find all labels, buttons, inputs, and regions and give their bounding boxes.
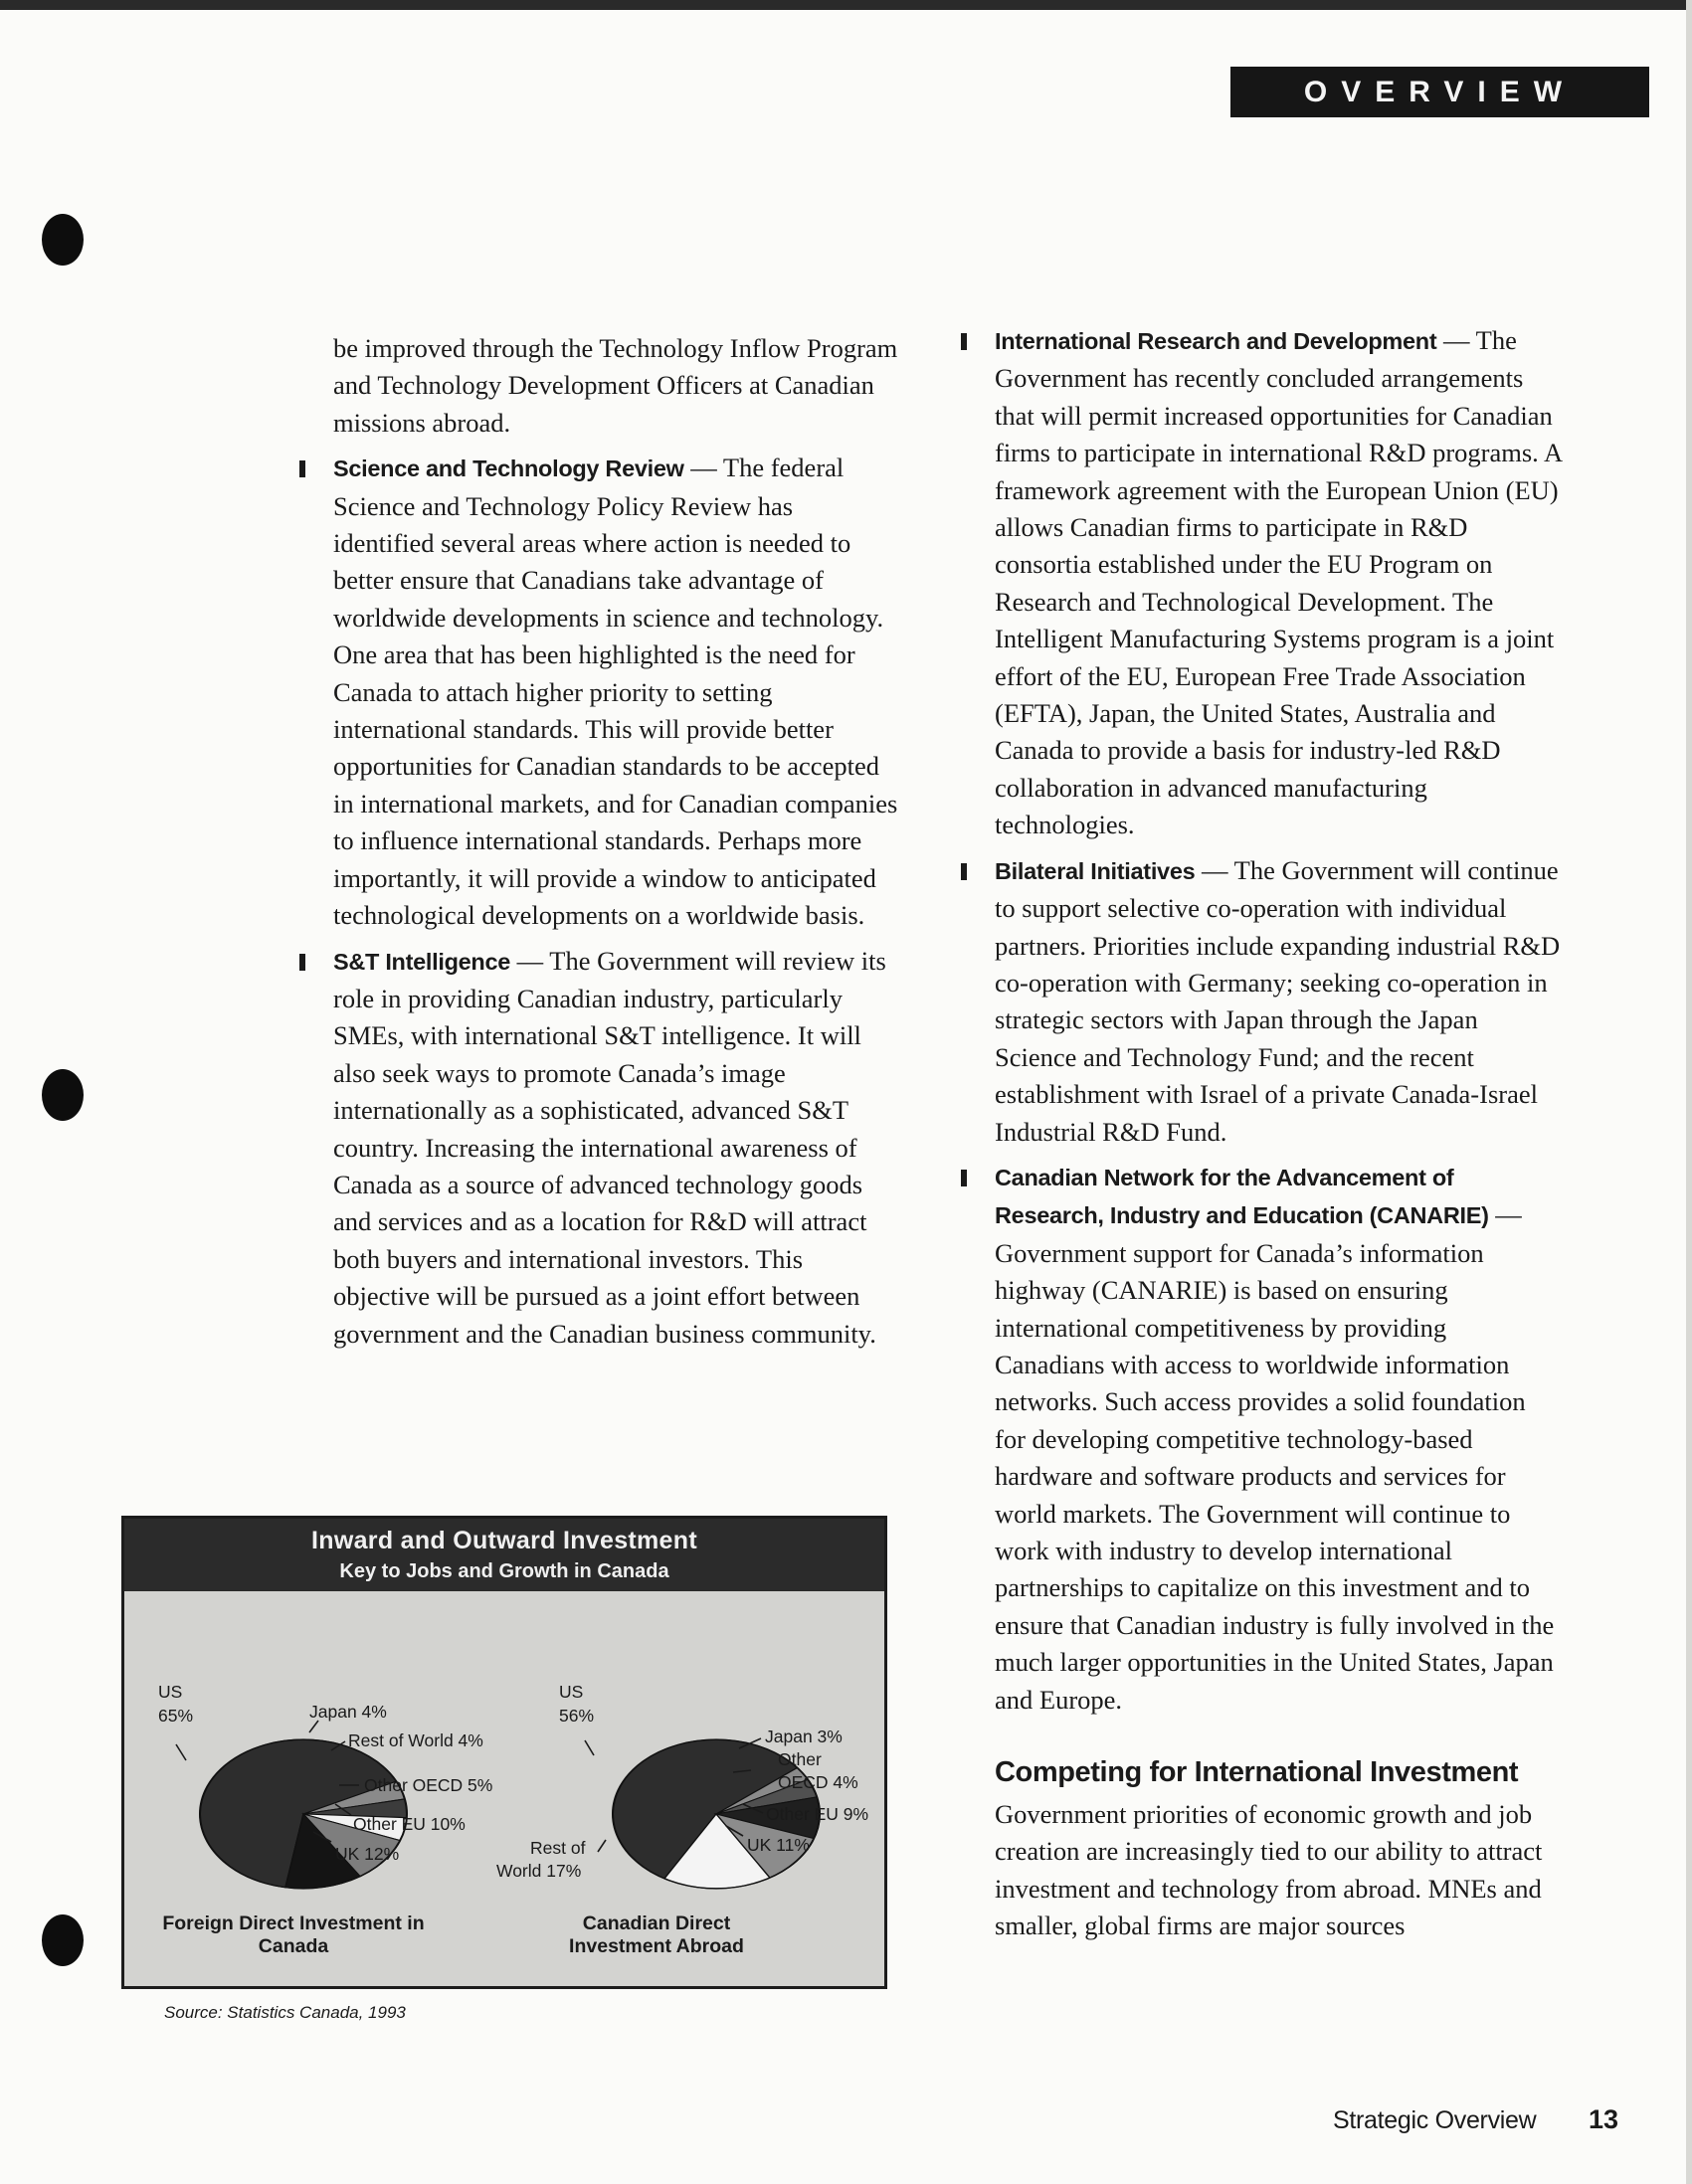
bullet-heading: Canadian Network for the Advancement of Research, Industry and Education (CANARIE) xyxy=(995,1164,1489,1229)
pie-label: 56% xyxy=(559,1706,595,1726)
bullet-mark xyxy=(299,460,305,477)
binder-hole-bottom xyxy=(42,1914,84,1966)
investment-chart xyxy=(121,1516,887,1989)
footer-label: Strategic Overview xyxy=(1333,2106,1537,2134)
bullet-mark xyxy=(961,1170,967,1186)
pie-label: 65% xyxy=(158,1706,194,1726)
bullet-body: — The Government will review its role in providing Canadian industry, particularly SMEs, with international S&T intelligence. It will also seek ways to promote Canada’s image internationally as a sophisticated, advanced S&T country. Increasing the international awareness of Canada as a source of advanced technology goods and services and as a location for R&D will attract both buyers and international investors. This objective will be pursued as a joint effort between government and the Canadian business community. xyxy=(333,945,886,1349)
bullet-bilateral-initiatives xyxy=(995,852,1562,1151)
pie-label: World 17% xyxy=(496,1861,582,1881)
section-paragraph: Government priorities of economic growth and job creation are increasingly tied to our ability to attract investment and technology from abroad. MNEs and smaller, global firms are major sources xyxy=(995,1799,1543,1941)
intro-paragraph: be improved through the Technology Inflow Program and Technology Development Officers at Canadian missions abroad. xyxy=(333,333,898,438)
bullet-mark xyxy=(961,863,967,880)
pie-caption-canadian: Canadian Direct Investment Abroad xyxy=(569,1912,744,1957)
bullet-mark xyxy=(961,333,967,350)
pie-label: OECD 4% xyxy=(778,1772,858,1792)
page-edge xyxy=(1686,0,1692,2184)
binder-hole-middle xyxy=(42,1069,84,1121)
section-heading: Competing for International Investment xyxy=(995,1756,1519,1789)
bullet-heading: Bilateral Initiatives xyxy=(995,857,1196,884)
pie-label: Other EU 10% xyxy=(353,1814,466,1834)
chart-source: Source: Statistics Canada, 1993 xyxy=(164,2003,406,2022)
pie-label: US xyxy=(158,1682,183,1702)
bullet-body: — The Government has recently concluded arrangements that will permit increased opportunities for Canadian firms to participate in international R&D programs. A framework agreement with the European Union (EU) allows Canadian firms to participate in R&D consortia established under the EU Program on Research and Technological Development. The Intelligent Manufacturing Systems program is a joint effort of the EU, European Free Trade Association (EFTA), Japan, the United States, Australia and Canada to provide a basis for industry-led R&D collaboration in advanced manufacturing technologies. xyxy=(995,325,1562,840)
bullet-canarie xyxy=(995,1159,1562,1719)
section-tab-overview: OVERVIEW xyxy=(1230,67,1649,117)
pie-label: UK 11% xyxy=(747,1835,810,1855)
page-number: 13 xyxy=(1589,2104,1619,2134)
bullet-heading: Science and Technology Review xyxy=(333,455,684,482)
pie-label: Other EU 9% xyxy=(766,1804,869,1824)
chart-title: Inward and Outward Investment xyxy=(311,1527,697,1554)
pie-caption-foreign: Foreign Direct Investment in Canada xyxy=(162,1912,425,1957)
pie-label: US xyxy=(559,1682,584,1702)
chart-subtitle: Key to Jobs and Growth in Canada xyxy=(339,1560,669,1582)
chart-header xyxy=(124,1519,884,1591)
pie-label: Rest of xyxy=(530,1838,586,1858)
bullet-international-rd xyxy=(995,322,1562,844)
bullet-heading: S&T Intelligence xyxy=(333,948,511,975)
bullet-mark xyxy=(299,954,305,971)
bullet-body: — The Government will continue to support selective co-operation with individual partners. Priorities include expanding industrial R&D co-operation with Germany; seeking co-operation in strategic sectors with Japan through the Japan Science and Technology Fund; and the recent establishment with Israel of a private Canada-Israel Industrial R&D Fund. xyxy=(995,854,1561,1147)
bullet-st-intelligence xyxy=(333,943,900,1353)
pie-label: Other OECD 5% xyxy=(364,1775,493,1795)
bullet-body: — Government support for Canada’s information highway (CANARIE) is based on ensuring international competitiveness by providing Canadians with access to worldwide information networks. Such access provides a solid foundation for developing competitive technology-based hardware and software products and services for world markets. The Government will continue to work with industry to develop international partnerships to capitalize on this investment and to ensure that Canadian industry is fully involved in the much larger opportunities in the United States, Japan and Europe. xyxy=(995,1199,1555,1715)
bullet-body: — The federal Science and Technology Policy Review has identified several areas where action is needed to better ensure that Canadians take advantage of worldwide developments in science and technology. One area that has been highlighted is the need for Canada to attach higher priority to setting international standards. This will provide better opportunities for Canadian standards to be accepted in international markets, and for Canadian companies to influence international standards. Perhaps more importantly, it will provide a window to anticipated technological developments on a worldwide basis. xyxy=(333,453,898,931)
pie-label: Japan 4% xyxy=(309,1702,387,1722)
bullet-science-technology-review xyxy=(333,450,900,934)
left-column xyxy=(333,330,900,1353)
binder-hole-top xyxy=(42,214,84,266)
pie-label: UK 12% xyxy=(335,1844,400,1864)
bullet-heading: International Research and Development xyxy=(995,328,1437,354)
pie-label: Rest of World 4% xyxy=(348,1730,483,1750)
pie-label: Japan 3% xyxy=(765,1727,843,1746)
right-column xyxy=(995,322,1562,1945)
top-border xyxy=(0,0,1692,10)
pie-label: Other xyxy=(778,1749,822,1769)
